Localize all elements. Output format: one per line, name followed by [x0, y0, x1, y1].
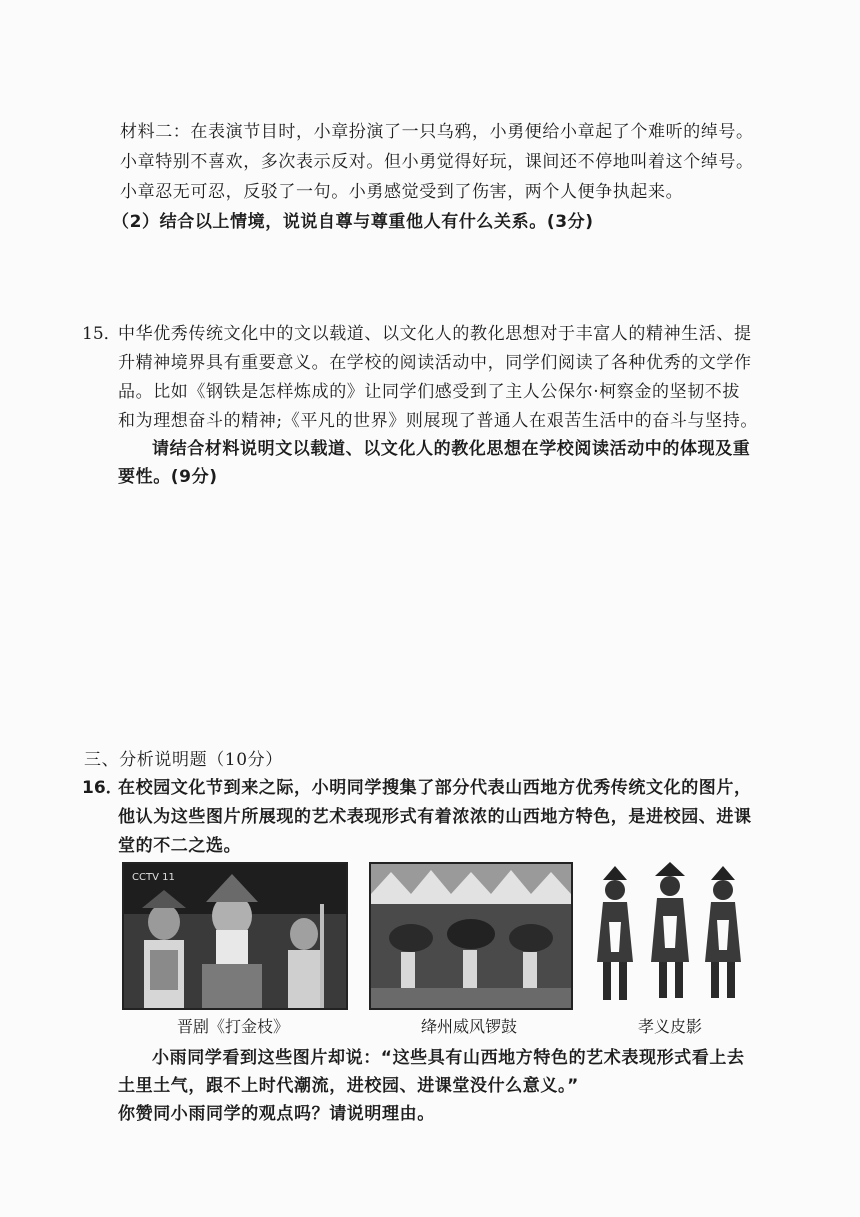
- jin-opera-caption: 晋剧《打金枝》: [176, 1017, 289, 1036]
- q16-question: 你赞同小雨同学的观点吗？请说明理由。: [118, 1104, 435, 1124]
- material2-line-2: 小章特别不喜欢，多次表示反对。但小勇觉得好玩，课间还不停地叫着这个绰号。: [120, 152, 754, 172]
- q16-line-1: 在校园文化节到来之际，小明同学搜集了部分代表山西地方优秀传统文化的图片，: [118, 778, 752, 798]
- drums-illustration: [371, 864, 571, 1008]
- q15-line-4: 和为理想奋斗的精神;《平凡的世界》则展现了普通人在艰苦生活中的奋斗与坚持。: [118, 411, 758, 431]
- q16-para-line-1: 小雨同学看到这些图片却说：“这些具有山西地方特色的艺术表现形式看上去: [152, 1048, 745, 1068]
- jin-opera-illustration: [124, 864, 346, 1008]
- cctv-logo: CCTV 11: [132, 872, 175, 883]
- material2-line-3: 小章忍无可忍，反驳了一句。小勇感觉受到了伤害，两个人便争执起来。: [120, 182, 684, 202]
- shadow-puppet-caption: 孝义皮影: [637, 1017, 702, 1036]
- q16-number: 16．: [82, 778, 123, 798]
- jin-opera-image: [122, 862, 348, 1010]
- section3-heading: 三、分析说明题（10分）: [84, 750, 283, 770]
- shadow-puppet-image: [585, 862, 755, 1006]
- material2-line-1: 材料二：在表演节目时，小章扮演了一只乌鸦，小勇便给小章起了个难听的绰号。: [120, 122, 754, 142]
- q15-prompt-line-1: 请结合材料说明文以载道、以文化人的教化思想在学校阅读活动中的体现及重: [152, 439, 751, 459]
- shadow-puppet-illustration: [585, 862, 755, 1006]
- q15-line-3: 品。比如《钢铁是怎样炼成的》让同学们感受到了主人公保尔·柯察金的坚韧不拔: [118, 382, 741, 402]
- q16-line-2: 他认为这些图片所展现的艺术表现形式有着浓浓的山西地方特色，是进校园、进课: [118, 807, 752, 827]
- drums-image: [369, 862, 573, 1010]
- q15-line-1: 中华优秀传统文化中的文以载道、以文化人的教化思想对于丰富人的精神生活、提: [118, 324, 752, 344]
- q16-para-line-2: 土里土气，跟不上时代潮流，进校园、进课堂没什么意义。”: [118, 1076, 579, 1096]
- q15-prompt-line-2: 要性。(9分): [118, 467, 218, 487]
- q15-number: 15．: [82, 324, 121, 344]
- drums-caption: 绛州威风锣鼓: [420, 1017, 517, 1036]
- q15-line-2: 升精神境界具有重要意义。在学校的阅读活动中，同学们阅读了各种优秀的文学作: [118, 353, 752, 373]
- material2-question: （2）结合以上情境，说说自尊与尊重他人有什么关系。(3分): [112, 212, 594, 232]
- q16-line-3: 堂的不二之选。: [118, 836, 242, 856]
